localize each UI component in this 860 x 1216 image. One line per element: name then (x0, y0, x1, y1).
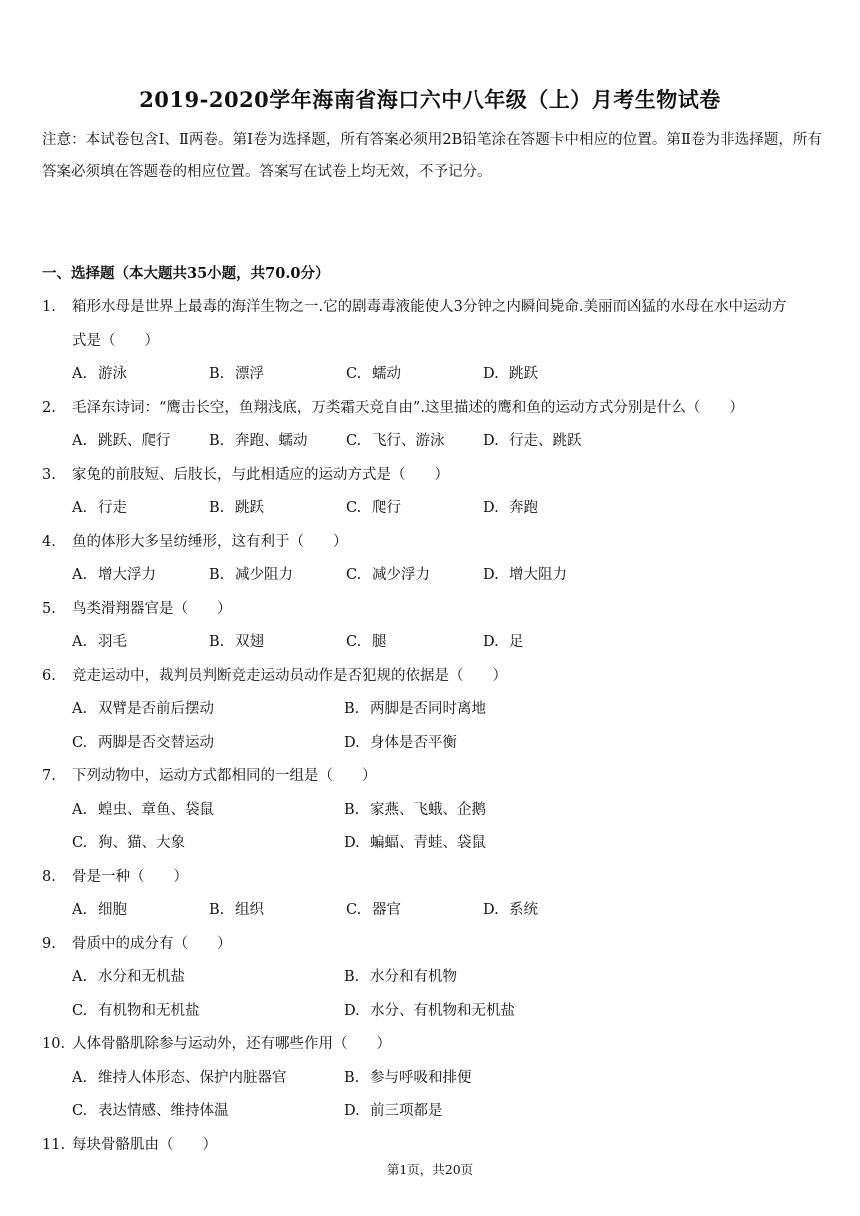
question-5 (42, 593, 822, 660)
question-stem: 竞走运动中，裁判员判断竞走运动员动作是否犯规的依据是（ ） (72, 667, 507, 684)
question-11 (42, 1129, 822, 1163)
option-d: D. 系统 (483, 902, 538, 918)
option-d: D. 身体是否平衡 (344, 734, 457, 751)
question-list (42, 291, 822, 1162)
option-d: D. 足 (483, 634, 524, 650)
option-list (42, 425, 822, 459)
option-c: C. 有机物和无机盐 (72, 1002, 200, 1019)
option-a: A. 行走 (72, 500, 127, 516)
option-d: D. 前三项都是 (344, 1103, 443, 1119)
question-stem: 箱形水母是世界上最毒的海洋生物之一.它的剧毒毒液能使人3分钟之内瞬间毙命.美丽而凶猛的水母在水中运动方 (72, 299, 787, 315)
option-a: A. 游泳 (72, 366, 127, 382)
option-d: D. 跳跃 (483, 366, 538, 382)
option-b: B. 家燕、飞蛾、企鹅 (344, 801, 486, 818)
option-a: A. 双臂是否前后摆动 (72, 701, 214, 717)
option-d: D. 蝙蝠、青蛙、袋鼠 (344, 835, 486, 851)
option-b: B. 双翅 (209, 634, 264, 650)
option-c: C. 爬行 (346, 500, 401, 516)
question-stem-continued: 式是（ ） (72, 332, 159, 349)
option-b: B. 减少阻力 (209, 567, 293, 583)
question-number: 2. (42, 399, 56, 416)
option-c: C. 器官 (346, 902, 401, 918)
question-10 (42, 1028, 822, 1129)
question-7 (42, 760, 822, 861)
question-2 (42, 392, 822, 459)
question-4 (42, 526, 822, 593)
option-b: B. 组织 (209, 902, 264, 918)
option-list (42, 559, 822, 593)
question-number: 3. (42, 466, 56, 483)
exam-notice: 注意：本试卷包含Ⅰ、Ⅱ两卷。第Ⅰ卷为选择题，所有答案必须用2B铅笔涂在答题卡中相应的位置。第Ⅱ卷为非选择题，所有答案必须填在答题卷的相应位置。答案写在试卷上均无效，不予记分。 (42, 132, 822, 180)
option-d: D. 行走、跳跃 (483, 433, 582, 449)
option-b: B. 参与呼吸和排便 (344, 1069, 472, 1086)
page-footer: 第1页，共20页 (386, 1162, 474, 1177)
question-number: 1. (42, 299, 56, 315)
option-b: B. 漂浮 (209, 366, 264, 382)
option-b: B. 跳跃 (209, 500, 264, 516)
option-list (42, 894, 822, 928)
option-c: C. 腿 (346, 634, 387, 650)
option-a: A. 细胞 (72, 902, 127, 918)
question-number: 8. (42, 868, 56, 885)
option-d: D. 水分、有机物和无机盐 (344, 1002, 515, 1019)
option-c: C. 两脚是否交替运动 (72, 734, 214, 751)
option-c: C. 减少浮力 (346, 567, 430, 583)
page-title: 2019-2020学年海南省海口六中八年级（上）月考生物试卷 (139, 87, 721, 112)
question-stem: 家兔的前肢短、后肢长，与此相适应的运动方式是（ ） (72, 466, 449, 483)
question-stem: 骨质中的成分有（ ） (72, 935, 232, 952)
option-list (42, 961, 822, 1028)
option-list (42, 358, 822, 392)
question-stem: 骨是一种（ ） (72, 868, 188, 885)
option-c: C. 蠕动 (346, 366, 401, 382)
option-b: B. 两脚是否同时离地 (344, 701, 486, 717)
question-number: 7. (42, 768, 56, 784)
question-stem: 鱼的体形大多呈纺缍形，这有利于（ ） (72, 533, 348, 550)
option-list (42, 794, 822, 861)
question-number: 6. (42, 667, 56, 684)
option-b: B. 奔跑、蠕动 (209, 433, 308, 449)
option-b: B. 水分和有机物 (344, 969, 457, 985)
option-a: A. 跳跃、爬行 (72, 433, 171, 449)
question-stem: 鸟类滑翔器官是（ ） (72, 600, 232, 617)
question-9 (42, 928, 822, 1029)
option-list (42, 626, 822, 660)
question-number: 4. (42, 533, 56, 550)
question-1 (42, 291, 822, 392)
question-stem: 人体骨骼肌除参与运动外，还有哪些作用（ ） (72, 1036, 391, 1052)
option-list (42, 492, 822, 526)
question-3 (42, 459, 822, 526)
question-number: 10. (42, 1036, 66, 1052)
option-a: A. 羽毛 (72, 634, 127, 650)
option-a: A. 蝗虫、章鱼、袋鼠 (72, 801, 214, 818)
section-title: 一、选择题（本大题共35小题，共70.0分） (42, 265, 330, 282)
option-list (42, 1062, 822, 1129)
question-stem: 毛泽东诗词：“鹰击长空，鱼翔浅底，万类霜天竞自由”.这里描述的鹰和鱼的运动方式分别是什么（ ） (72, 399, 744, 416)
question-number: 11. (42, 1136, 66, 1153)
option-c: C. 狗、猫、大象 (72, 835, 185, 851)
question-6 (42, 660, 822, 761)
option-a: A. 增大浮力 (72, 567, 156, 583)
option-d: D. 奔跑 (483, 500, 538, 516)
option-c: C. 表达情感、维持体温 (72, 1103, 229, 1119)
option-a: A. 水分和无机盐 (72, 969, 185, 985)
question-stem: 每块骨骼肌由（ ） (72, 1136, 217, 1153)
option-c: C. 飞行、游泳 (346, 433, 445, 449)
question-number: 5. (42, 600, 56, 617)
question-number: 9. (42, 935, 56, 952)
option-a: A. 维持人体形态、保护内脏器官 (72, 1069, 287, 1086)
question-8 (42, 861, 822, 928)
option-list (42, 693, 822, 760)
question-stem: 下列动物中，运动方式都相同的一组是（ ） (72, 768, 377, 784)
option-d: D. 增大阻力 (483, 567, 567, 583)
